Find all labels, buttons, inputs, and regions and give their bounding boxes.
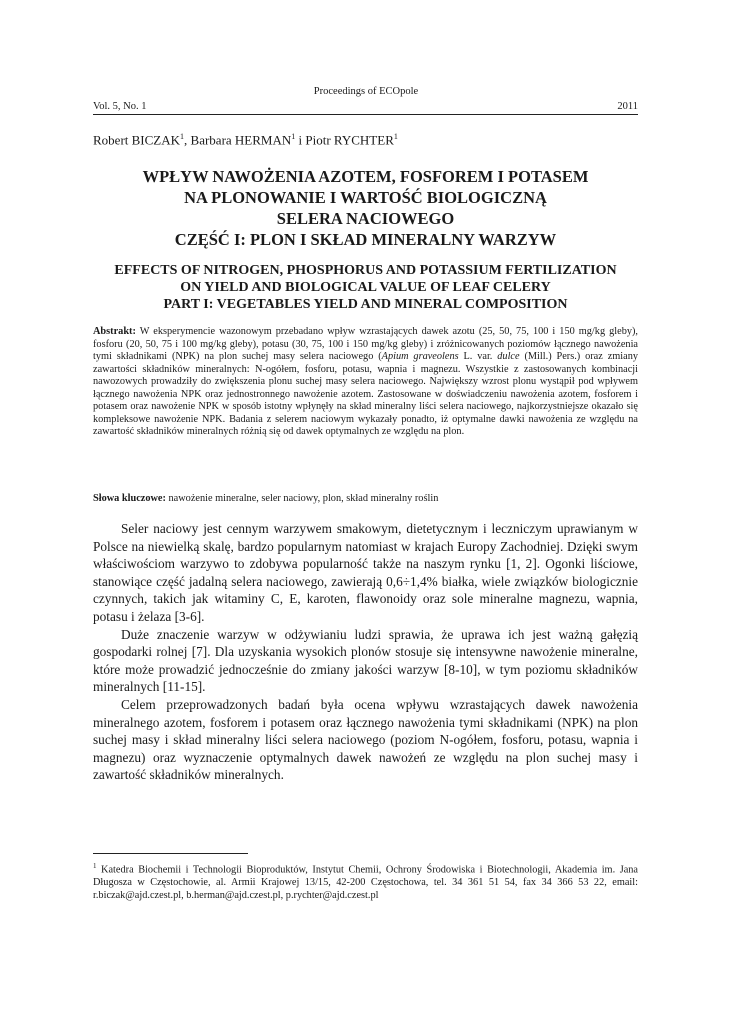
abstract-text: W eksperymencie wazonowym przebadano wpływ wzrastających dawek azotu (25, 50, 75, 100 i 150 mg/kg gleby), fosforu (20, 50, 75 i 100 mg/kg gleby), potasu (30, 75, 100 i 150 mg/kg gleby) i zróżnicowanych poziomów łącznego nawożenia tymi składnikami (NPK) na plon suchej masy selera naciowego ( [93, 326, 638, 362]
title-english-line: EFFECTS OF NITROGEN, PHOSPHORUS AND POTASSIUM FERTILIZATION [114, 263, 617, 278]
footnote [93, 860, 638, 902]
title-polish-line: WPŁYW NAWOŻENIA AZOTEM, FOSFOREM I POTASEM [142, 167, 589, 186]
author-3: i Piotr RYCHTER [295, 132, 394, 148]
footnote-text: Katedra Biochemii i Technologii Bioproduktów, Instytut Chemii, Ochrony Środowiska i Biotechnologii, Akademia im. Jana Długosza w Częstochowie, al. Armii Krajowej 13/15, 42-200 Częstochowa, tel. 34 361 51 54, fax 34 366 53 22, email: r.biczak@ajd.czest.pl, b.herman@ajd.czest.pl, p.rychter@ajd.czest.pl [93, 864, 638, 902]
keywords-text: nawożenie mineralne, seler naciowy, plon, skład mineralny roślin [165, 493, 439, 504]
paragraph: Celem przeprowadzonych badań była ocena wpływu wzrastających dawek nawożenia mineralnego azotem, fosforem i potasem oraz łącznego nawożenia tymi składnikami (NPK) na plon suchej masy i skład mineralny liści selera naciowego (poziom N-ogółem, fosforu, potasu, wapnia i magnezu) oraz wyznaczenie optymalnych dawek nawożeń ze względu na plon suchej masy i zawartość składników mineralnych. [93, 696, 638, 783]
author-list [93, 132, 398, 148]
variety-name: dulce [497, 351, 520, 362]
species-name: Apium graveolens [381, 351, 459, 362]
paragraph: Seler naciowy jest cennym warzywem smakowym, dietetycznym i leczniczym uprawianym w Polsce na niewielką skalę, bardzo popularnym natomiast w krajach Europy Zachodniej. Dzięki swym właściwościom warzywo to zdobywa popularność także na naszym rynku [1, 2]. Ogonki liściowe, stanowiące część jadalną selera naciowego, zawierają 0,6÷1,4% białka, wiele związków biologicznie czynnych, takich jak witaminy C, E, karoten, flawonoidy oraz sole mineralne magnezu, wapnia, potasu i żelaza [3-6]. [93, 521, 638, 624]
volume-label: Vol. 5, No. 1 [93, 101, 147, 112]
affiliation-mark: 1 [393, 132, 398, 141]
author-2: , Barbara HERMAN [184, 132, 292, 148]
body-text [93, 520, 638, 784]
keywords-label: Słowa kluczowe: [93, 493, 166, 504]
title-english-line: ON YIELD AND BIOLOGICAL VALUE OF LEAF CELERY [180, 280, 551, 295]
title-polish-line: CZĘŚĆ I: PLON I SKŁAD MINERALNY WARZYW [174, 230, 557, 249]
affiliation-mark: 1 [180, 132, 185, 141]
footnote-divider [93, 853, 248, 854]
author-1: Robert BICZAK [93, 132, 181, 148]
title-english-line: PART I: VEGETABLES YIELD AND MINERAL COMPOSITION [163, 297, 568, 312]
abstract-text: (Mill.) Pers.) oraz zmiany zawartości składników mineralnych: N-ogółem, fosforu, potasu, wapnia i magnezu. Wszystkie z zastosowanych kombinacji nawozowych prowadziły do zwiększenia plonu suchej masy selera naciowego. Największy wzrost plonu wystąpił pod wpływem łącznego nawożenia NPK oraz jednostronnego nawożenie azotem. Zastosowane w doświadczeniu nawożenia azotem, fosforem i potasem oraz nawożenie NPK w sposób istotny wpłynęły na skład mineralny liści selera naciowego, najkorzystniejsze okazało się kompleksowe nawożenie NPK. Badania z selerem naciowym wykazały ponadto, iż optymalne dawki nawożenia ze względu na zawartość składników mineralnych różnią się od dawek optymalnych ze względu na plon. [93, 351, 639, 437]
abstract-label: Abstrakt: [93, 326, 136, 337]
title-polish [93, 166, 638, 250]
abstract-text: L. var. [458, 351, 498, 362]
affiliation-mark: 1 [291, 132, 296, 141]
title-polish-line: NA PLONOWANIE I WARTOŚĆ BIOLOGICZNĄ [184, 188, 547, 207]
footnote-mark: 1 [93, 862, 97, 870]
title-english [93, 262, 638, 313]
abstract [93, 326, 638, 439]
running-head: Proceedings of ECOpole [313, 86, 419, 97]
title-polish-line: SELERA NACIOWEGO [276, 209, 455, 228]
volume-line [93, 101, 638, 115]
keywords [93, 493, 638, 504]
paragraph: Duże znaczenie warzyw w odżywianiu ludzi sprawia, że uprawa ich jest ważną gałęzią gospodarki rolnej [7]. Dla uzyskania wysokich plonów stosuje się intensywne nawożenie mineralne, które może prowadzić jednocześnie do zmiany jakości warzyw [8-10], w tym poziomu składników mineralnych [11-15]. [93, 626, 638, 695]
year-label: 2011 [617, 101, 638, 112]
